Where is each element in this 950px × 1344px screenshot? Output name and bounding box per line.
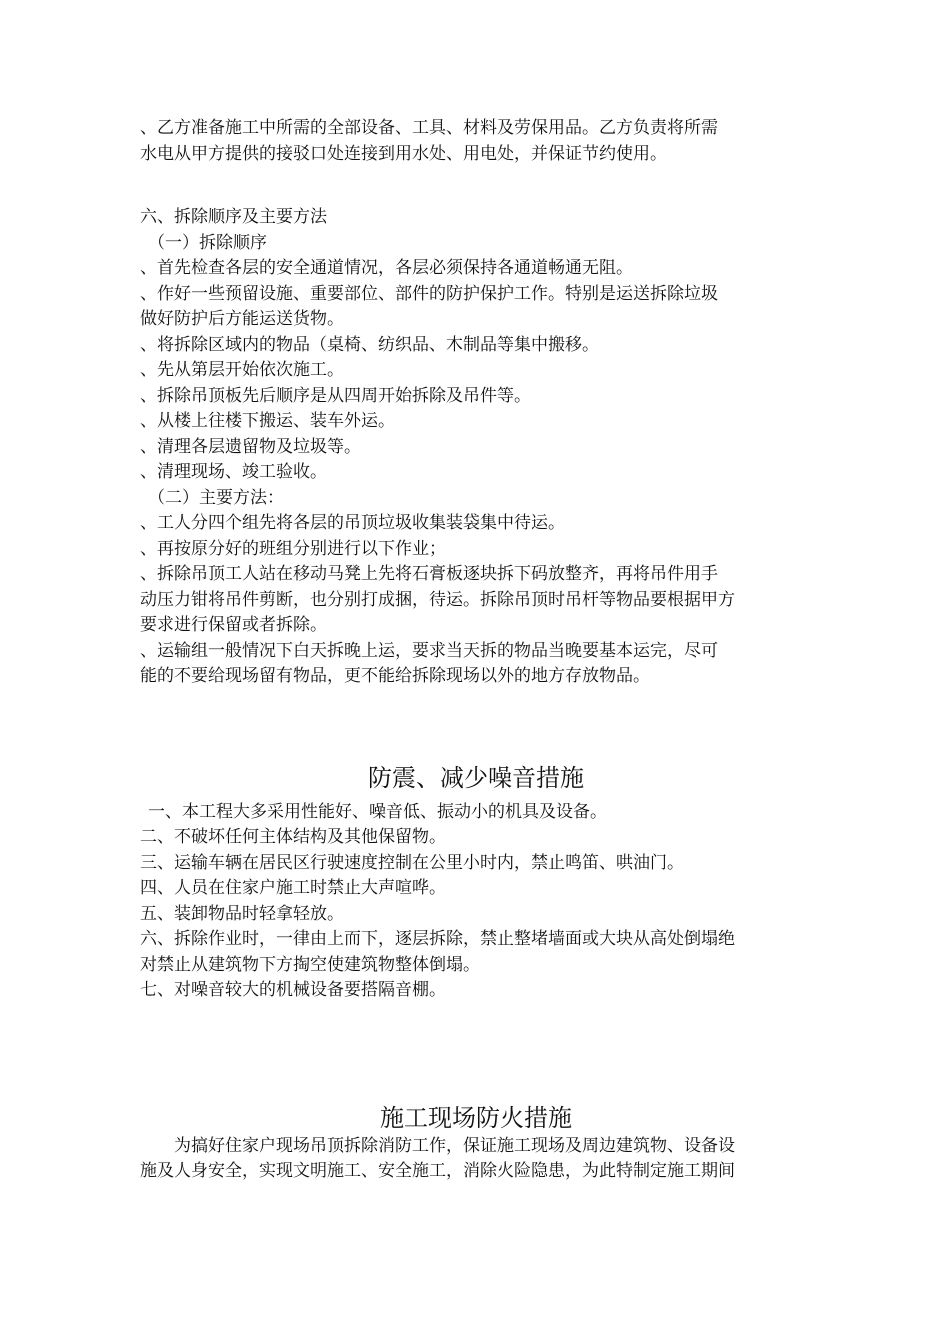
list-item: 、清理现场、竣工验收。	[140, 462, 327, 482]
list-item-continuation: 要求进行保留或者拆除。	[140, 615, 327, 635]
list-item: 、清理各层遗留物及垃圾等。	[140, 436, 361, 457]
list-item-continuation: 做好防护后方能运送货物。	[140, 309, 344, 329]
list-item: 、先从第层开始依次施工。	[140, 360, 344, 380]
subsection-title: （二）主要方法：	[148, 487, 284, 508]
list-item: 、作好一些预留设施、重要部位、部件的防护保护工作。特别是运送拆除垃圾	[140, 283, 718, 304]
document-page	[140, 116, 812, 1185]
section-fire-measures	[140, 1102, 812, 1185]
text-line: 、乙方准备施工中所需的全部设备、工具、材料及劳保用品。乙方负责将所需	[140, 118, 718, 138]
list-item: 一、本工程大多采用性能好、噪音低、振动小的机具及设备。	[148, 801, 607, 822]
spacer	[140, 1004, 812, 1102]
section-heading: 防震、减少噪音措施	[368, 763, 584, 792]
list-item-continuation: 对禁止从建筑物下方掏空使建筑物整体倒塌。	[140, 954, 480, 975]
list-item: 二、不破坏任何主体结构及其他保留物。	[140, 827, 446, 847]
list-item: 、首先检查各层的安全通道情况，各层必须保持各通道畅通无阻。	[140, 258, 633, 278]
list-item: 、从楼上往楼下搬运、装车外运。	[140, 411, 395, 431]
list-item: 、运输组一般情况下白天拆晚上运，要求当天拆的物品当晚要基本运完，尽可	[140, 640, 718, 661]
paragraph-line: 施及人身安全，实现文明施工、安全施工，消除火险隐患，为此特制定施工期间	[140, 1161, 735, 1181]
intro-paragraph	[140, 116, 812, 167]
section-heading: 施工现场防火措施	[380, 1103, 572, 1132]
list-item: 、拆除吊顶板先后顺序是从四周开始拆除及吊件等。	[140, 385, 531, 406]
section-title: 六、拆除顺序及主要方法	[140, 207, 327, 227]
list-item: 、工人分四个组先将各层的吊顶垃圾收集装袋集中待运。	[140, 513, 565, 533]
spacer	[140, 690, 812, 762]
list-item: 三、运输车辆在居民区行驶速度控制在公里小时内，禁止鸣笛、哄油门。	[140, 852, 684, 873]
section-demolition-order	[140, 205, 812, 690]
list-item: 四、人员在住家户施工时禁止大声喧哗。	[140, 878, 446, 898]
list-item: 、将拆除区域内的物品（桌椅、纺织品、木制品等集中搬移。	[140, 334, 599, 355]
list-item-continuation: 动压力钳将吊件剪断，也分别打成捆，待运。拆除吊顶时吊杆等物品要根据甲方	[140, 589, 735, 610]
list-item: 、再按原分好的班组分别进行以下作业；	[140, 538, 446, 559]
list-item: 六、拆除作业时，一律由上而下，逐层拆除，禁止整堵墙面或大块从高处倒塌绝	[140, 929, 735, 949]
list-item: 、拆除吊顶工人站在移动马凳上先将石膏板逐块拆下码放整齐，再将吊件用手	[140, 564, 718, 584]
list-item: 五、装卸物品时轻拿轻放。	[140, 903, 344, 924]
section-noise-measures	[140, 762, 812, 1004]
list-item: 七、对噪音较大的机械设备要搭隔音棚。	[140, 980, 446, 1000]
text-line: 水电从甲方提供的接驳口处连接到用水处、用电处，并保证节约使用。	[140, 143, 667, 164]
spacer	[140, 167, 812, 205]
list-item-continuation: 能的不要给现场留有物品，更不能给拆除现场以外的地方存放物品。	[140, 666, 650, 686]
subsection-title: （一）拆除顺序	[148, 232, 267, 253]
paragraph-line: 为搞好住家户现场吊顶拆除消防工作，保证施工现场及周边建筑物、设备设	[174, 1135, 735, 1156]
